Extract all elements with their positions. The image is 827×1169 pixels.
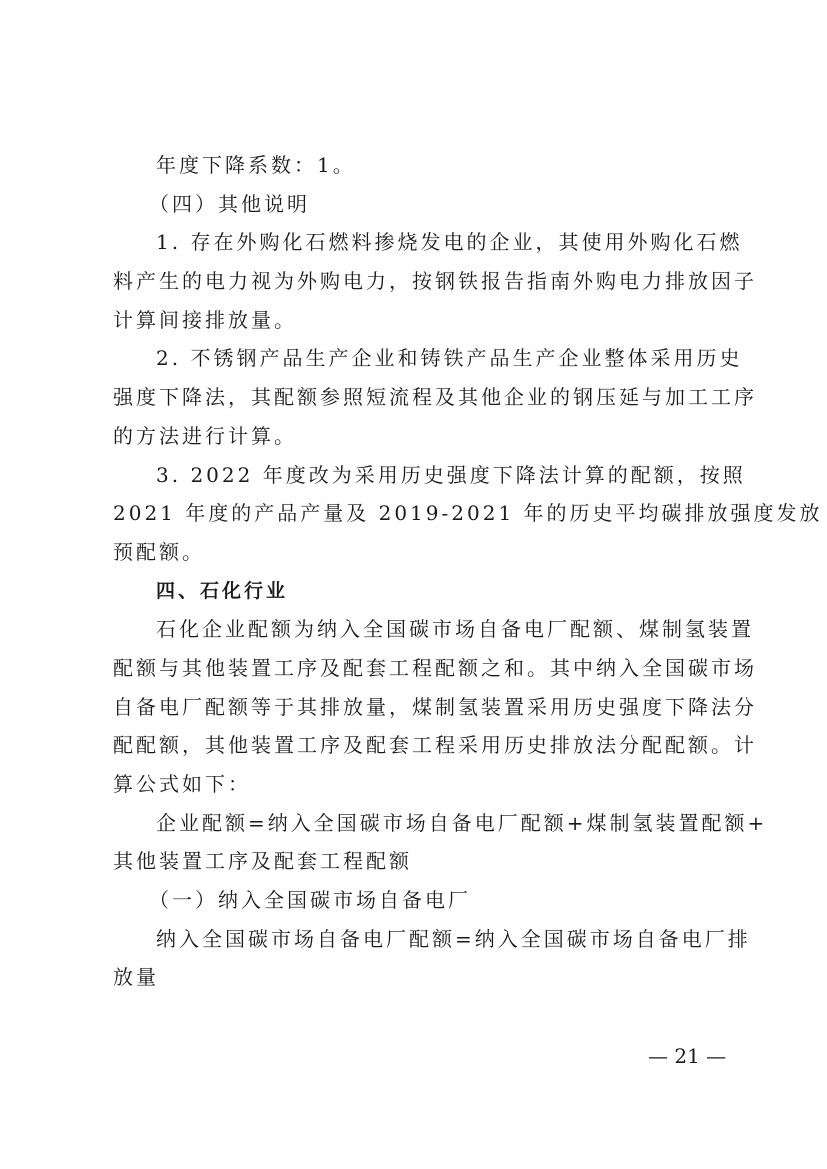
formula-line: 其他装置工序及配套工程配额 (113, 849, 412, 874)
text-line: 2021 年度的产品产量及 2019-2021 年的历史平均碳排放强度发放 (113, 501, 823, 526)
text-line: 配配额，其他装置工序及配套工程采用历史排放法分配配额。计 (113, 733, 757, 758)
text-line: 年度下降系数：1。 (156, 153, 356, 177)
text-line: 石化企业配额为纳入全国碳市场自备电厂配额、煤制氢装置 (156, 617, 754, 642)
text-line: 强度下降法，其配额参照短流程及其他企业的钢压延与加工工序 (113, 385, 757, 410)
text-line: 料产生的电力视为外购电力，按钢铁报告指南外购电力排放因子 (113, 269, 757, 294)
text-line: 自备电厂配额等于其排放量，煤制氢装置采用历史强度下降法分 (113, 694, 757, 719)
subsection-heading: （一）纳入全国碳市场自备电厂 (149, 888, 471, 913)
text-line: 配额与其他装置工序及配套工程配额之和。其中纳入全国碳市场 (113, 655, 757, 680)
formula-line: 纳入全国碳市场自备电厂配额=纳入全国碳市场自备电厂排 (156, 926, 751, 951)
text-line: 3. 2022 年度改为采用历史强度下降法计算的配额，按照 (156, 462, 746, 487)
text-line: 的方法进行计算。 (113, 423, 297, 448)
text-line: 计算间接排放量。 (113, 307, 297, 332)
subsection-heading: （四）其他说明 (149, 191, 310, 216)
text-line: 算公式如下： (113, 772, 251, 796)
text-line: 1. 存在外购化石燃料掺烧发电的企业，其使用外购化石燃 (156, 230, 743, 255)
formula-line: 放量 (113, 965, 159, 990)
body-text (113, 146, 823, 997)
text-line: 预配额。 (113, 539, 205, 564)
text-line: 2. 不锈钢产品生产企业和铸铁产品生产企业整体采用历史 (156, 346, 743, 371)
formula-line: 企业配额=纳入全国碳市场自备电厂配额+煤制氢装置配额+ (156, 810, 768, 835)
section-heading: 四、石化行业 (156, 579, 289, 602)
page-number: — 21 — (648, 1044, 727, 1068)
